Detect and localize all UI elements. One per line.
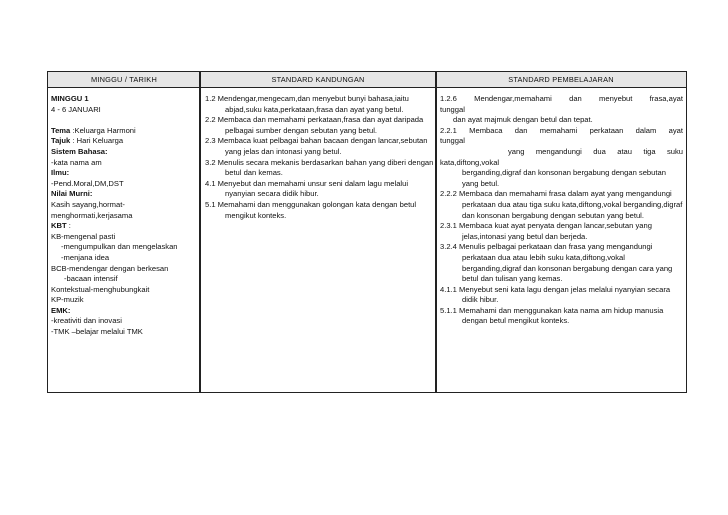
nilai-murni-line: Kasih sayang,hormat-: [51, 199, 125, 209]
kbt-item: -mengumpulkan dan mengelaskan: [61, 242, 178, 252]
kandungan-item: 2.2 Membaca dan memahami perkataan,frasa dan ayat daripada pelbagai sumber dengan sebutan yang betul.: [205, 115, 424, 135]
emk-item: -kreativiti dan inovasi: [51, 316, 122, 326]
pembelajaran-item-3-2-4: 3.2.4 Menulis pelbagai perkataan dan frasa yang mengandungi perkataan dua atau lebih suku kata,diftong,vokal berganding,digraf dan konsonan bergabung dengan cara yang betul dan tulisan yang kemas.: [440, 242, 673, 284]
pembelajaran-item-1-2-6: 1.2.6 Mendengar,memahami dan menyebut frasa,ayat: [440, 94, 683, 103]
pembelajaran-line: tunggal: [440, 104, 465, 114]
pembelajaran-line: kata,diftong,vokal: [440, 157, 500, 167]
nilai-murni-line: menghormati,kerjasama: [51, 210, 133, 220]
kbt-item: KB-mengenal pasti: [51, 231, 116, 241]
column-divider: [199, 72, 201, 392]
ilmu-label: Ilmu:: [51, 168, 70, 178]
standard-pembelajaran-cell: [440, 94, 683, 327]
tema-line: Tema :Keluarga Harmoni: [51, 125, 136, 135]
pembelajaran-line: yang mengandungi dua atau tiga suku: [508, 146, 683, 156]
header-standard-pembelajaran: STANDARD PEMBELAJARAN: [508, 75, 614, 84]
pembelajaran-item-4-1-1: 4.1.1 Menyebut seni kata lagu dengan jelas melalui nyanyian secara didik hibur.: [440, 284, 671, 305]
minggu-tarikh-cell: [51, 94, 197, 338]
pembelajaran-item-2-2-2: 2.2.2 Membaca dan memahami frasa dalam ayat yang mengandungi perkataan dua atau tiga suku kata,diftong,vokal berganding,digraf dan konsonan bergabung dengan sebutan yang betul.: [440, 189, 683, 220]
kandungan-item: 3.2 Menulis secara mekanis berdasarkan bahan yang diberi dengan betul dan kemas.: [205, 157, 434, 178]
kbt-line: KBT :: [51, 221, 71, 231]
table-header-row: [48, 72, 686, 88]
kbt-item: BCB-mendengar dengan berkesan: [51, 263, 169, 273]
sistem-bahasa-label: Sistem Bahasa:: [51, 146, 108, 156]
kandungan-item: 4.1 Menyebut dan memahami unsur seni dalam lagu melalui nyanyian secara didik hibur.: [205, 178, 409, 199]
kandungan-item: 1.2 Mendengar,mengecam,dan menyebut bunyi bahasa,iaitu abjad,suku kata,perkataan,frasa dan ayat yang betul.: [205, 94, 409, 114]
header-standard-kandungan: STANDARD KANDUNGAN: [271, 75, 365, 84]
standard-kandungan-cell: [205, 94, 434, 221]
date-label: 4 - 6 JANUARI: [51, 104, 101, 114]
pembelajaran-item-2-2-1: 2.2.1 Membaca dan memahami perkataan dalam ayat: [440, 125, 683, 135]
kbt-item: -menjana idea: [61, 252, 110, 262]
ilmu-value: -Pend.Moral,DM,DST: [51, 178, 124, 188]
tajuk-line: Tajuk : Hari Keluarga: [51, 136, 124, 146]
kandungan-item: 5.1 Memahami dan menggunakan golongan kata dengan betul mengikut konteks.: [205, 199, 417, 220]
pembelajaran-line: dan ayat majmuk dengan betul dan tepat.: [453, 115, 593, 125]
emk-item: -TMK –belajar melalui TMK: [51, 327, 143, 337]
kbt-item: -bacaan intensif: [64, 274, 118, 284]
kbt-item: Kontekstual-menghubungkait: [51, 284, 150, 294]
lesson-plan-table: [47, 71, 687, 393]
pembelajaran-item-2-3-1: 2.3.1 Membaca kuat ayat penyata dengan lancar,sebutan yang jelas,intonasi yang betul dan berjeda.: [440, 221, 652, 241]
pembelajaran-line: berganding,digraf dan konsonan bergabung dengan sebutan yang betul.: [462, 168, 666, 188]
kbt-item: KP-muzik: [51, 295, 84, 305]
pembelajaran-item-5-1-1: 5.1.1 Memahami dan menggunakan kata nama am hidup manusia dengan betul mengikut konteks.: [440, 305, 664, 326]
week-label: MINGGU 1: [51, 94, 89, 103]
emk-label: EMK:: [51, 305, 71, 315]
header-minggu-tarikh: MINGGU / TARIKH: [91, 75, 157, 84]
nilai-murni-label: Nilai Murni:: [51, 189, 93, 199]
column-divider: [435, 72, 437, 392]
pembelajaran-line: tunggal: [440, 136, 465, 146]
sistem-bahasa-value: -kata nama am: [51, 157, 102, 167]
kandungan-item: 2.3 Membaca kuat pelbagai bahan bacaan dengan lancar,sebutan yang jelas dan intonasi yang betul.: [205, 136, 428, 156]
